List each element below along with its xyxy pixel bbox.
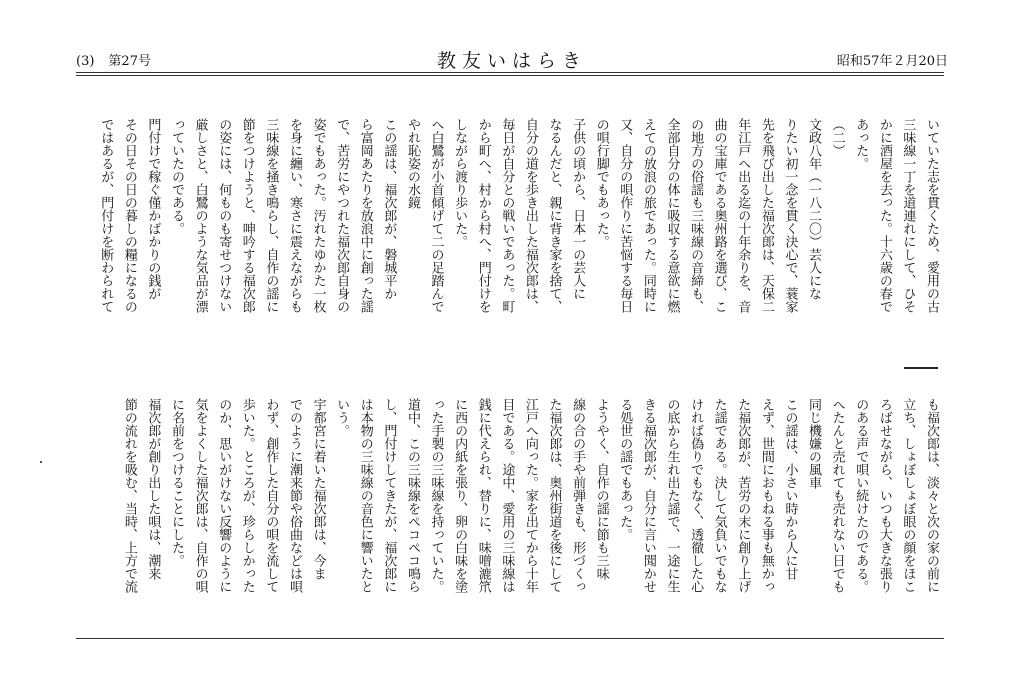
text-column: 同じ機嫌の風車	[806, 398, 822, 489]
text-column: でのように潮来節や俗曲などは唄	[286, 398, 302, 593]
text-column: のある声で唄い続けたのである。	[853, 398, 869, 593]
text-column: えず、世間におもねる事も無かっ	[758, 398, 774, 593]
margin-mark	[40, 461, 42, 463]
text-column: の姿には、何ものも寄せつけない	[216, 118, 232, 313]
text-column: （二）	[829, 118, 845, 157]
text-column: 節をつけようと、呻吟する福次郎	[239, 118, 255, 313]
text-column: かに酒屋を去った。十六歳の春で	[876, 118, 892, 313]
text-column: この謡は、福次郎が、磐城平か	[381, 118, 397, 300]
text-column: 節の流れを吸む、当時、上方で流	[121, 398, 137, 593]
text-column: やれ恥姿の水鏡	[404, 118, 420, 209]
text-column: しながら渡り歩いた。	[452, 118, 468, 248]
text-column: りたい初一念を貫く決心で、蓑家	[782, 118, 798, 313]
text-column: のか、思いがけない反響のように	[216, 398, 232, 593]
text-column: あった。	[853, 118, 869, 170]
header-rule-top	[76, 72, 944, 73]
text-column: った手製の三味線を持っていた。	[428, 398, 444, 593]
text-column: 又、自分の唄作りに苦悩する毎日	[617, 118, 633, 313]
text-column: 気をよくした福次郎は、自作の唄	[192, 398, 208, 593]
publication-date: 昭和57年２月20日	[836, 54, 948, 69]
text-column: の底から生れ出た謡で、一途に生	[664, 398, 680, 593]
text-column: ようやく、自作の謡に節も三味	[593, 398, 609, 580]
text-column: ろばせながら、いつも大きな張り	[876, 398, 892, 593]
text-column: に西の内紙を張り、卵の白味を塗	[452, 398, 468, 593]
text-column: わず、創作した自分の唄を流して	[263, 398, 279, 593]
text-column: ではあるが、門付けを断わられて	[98, 118, 114, 313]
header-rule-bottom	[76, 75, 944, 76]
text-column: 福次郎が創り出した唄は、潮来	[145, 398, 161, 580]
text-column: は本物の三味線の音色に響いたと	[357, 398, 373, 593]
text-column: の唄行脚でもあった。	[593, 118, 609, 248]
text-column: いう。	[334, 398, 350, 437]
page-number: (3)	[76, 54, 95, 69]
text-column: た謡である。決して気負いでもな	[711, 398, 727, 593]
text-column: で、苦労にやつれた福次郎自身の	[334, 118, 350, 313]
text-column: ら富岡あたりを放浪中に創った謡	[357, 118, 373, 313]
text-column: 銭に代えられ、替りに、味噌漉笊	[475, 398, 491, 593]
text-column: その日その日の暮しの糧になるの	[121, 118, 137, 313]
issue-number: 第27号	[108, 54, 151, 69]
text-column: る処世の謡でもあった。	[617, 398, 633, 541]
text-column: 目である。途中、愛用の三味線は	[499, 398, 515, 593]
text-column: 立ち、しょぼしょぼ眼の顔をほこ	[900, 398, 916, 593]
text-column: 門付けで稼ぐ僅かばかりの銭が	[145, 118, 161, 300]
tier-divider	[904, 367, 938, 369]
text-column: へ白鷺が小首傾げて二の足踏んで	[428, 118, 444, 313]
text-column: 道中、この三味線をペコペコ鳴ら	[404, 398, 420, 593]
text-column: 年江戸へ出る迄の十年余りを、音	[735, 118, 751, 313]
text-column: し、門付けしてきたが、福次郎に	[381, 398, 397, 593]
text-column: 先を飛び出した福次郎は、天保二	[758, 118, 774, 313]
text-column: た福次郎は、奥州街道を後にして	[546, 398, 562, 593]
text-column: 宇都宮に着いた福次郎は、今ま	[310, 398, 326, 580]
text-column: 毎日が自分との戦いであった。町	[499, 118, 515, 313]
text-column: いていた志を貫くため、愛用の古	[924, 118, 939, 313]
text-column: 自分の道を歩き出した福次郎は、	[522, 118, 538, 313]
text-column: に名前をつけることにした。	[169, 398, 184, 567]
footer-rule	[76, 638, 944, 639]
text-column: へたんと売れても売れない日でも	[829, 398, 845, 593]
text-column: た福次郎が、苦労の末に創り上げ	[735, 398, 751, 593]
newsletter-title: 教友いはらき	[436, 50, 587, 72]
text-column: から町へ、村から村へ、門付けを	[475, 118, 491, 313]
text-column: えての放浪の旅であった。同時に	[640, 118, 656, 313]
text-column: も福次郎は、淡々と次の家の前に	[924, 398, 939, 593]
text-column: 三味線を掻き鳴らし、自作の謡に	[263, 118, 279, 313]
text-column: ければ偽りでもなく、透徹した心	[688, 398, 704, 593]
text-column: 線の合の手や前弾きも、形づくっ	[570, 398, 586, 593]
upper-text-tier	[77, 118, 940, 348]
text-column: 曲の宝庫である奥州路を選び、こ	[711, 118, 727, 313]
lower-text-tier	[77, 398, 940, 635]
text-column: 歩いた。ところが、珍らしかった	[239, 398, 255, 593]
text-column: 文政八年（一八二〇）芸人にな	[806, 118, 822, 300]
text-column: 厳しさと、白鷺のような気品が漂	[192, 118, 208, 313]
text-column: 江戸へ向った。家を出てから十年	[522, 398, 538, 593]
text-column: 全部自分の体に吸収する意欲に燃	[664, 118, 680, 313]
text-column: を身に纏い、寒さに震えながらも	[286, 118, 302, 313]
text-column: っていたのである。	[169, 118, 184, 235]
text-column: この謡は、小さい時から人に甘	[782, 398, 798, 580]
text-column: なるんだと、親に背き家を捨て、	[546, 118, 562, 313]
text-column: 子供の頃から、日本一の芸人に	[570, 118, 586, 300]
text-column: 姿でもあった。汚れたゆかた一枚	[310, 118, 326, 313]
text-column: の地方の俗謡も三味線の音締も、	[688, 118, 704, 313]
text-column: 三味線一丁を道連れにして、ひそ	[900, 118, 916, 313]
text-column: きる福次郎が、自分に言い聞かせ	[640, 398, 656, 593]
